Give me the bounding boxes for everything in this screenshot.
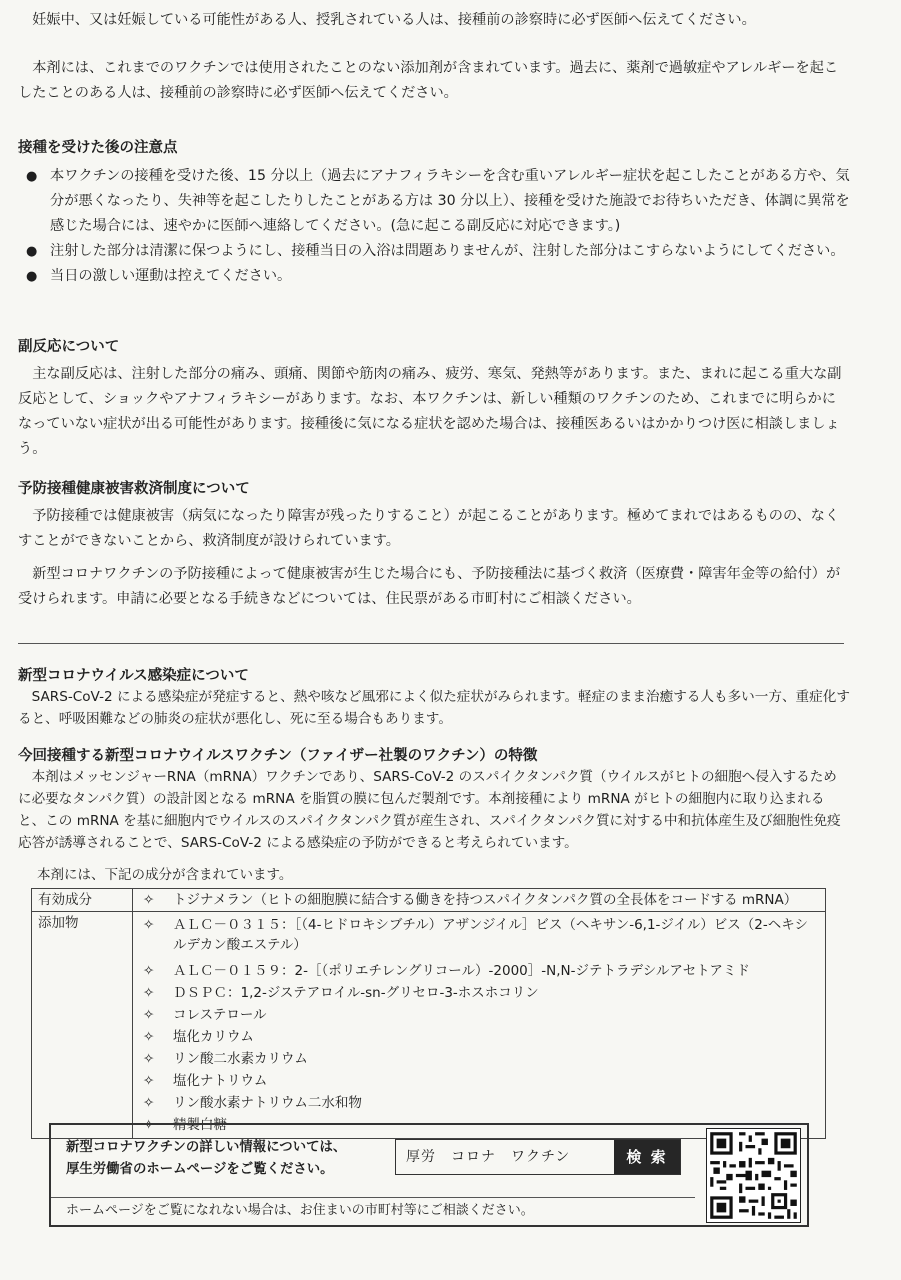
relief-text-2: 新型コロナワクチンの予防接種によって健康被害が生じた場合にも、予防接種法に基づく救済（医療費・障害年金等の給付）が受けられます。申請に必要となる手続きなどについては、住民票がある市町村にご相談ください。	[18, 566, 841, 607]
side-effects-heading: 副反応について	[18, 339, 120, 355]
diamond-icon: ✧	[143, 1073, 155, 1089]
additive-cell	[133, 912, 826, 1139]
list-item: ● 本ワクチンの接種を受けた後、15 分以上（過去にアナフィラキシーを含む重いアレルギー症状を起こしたことがある方や、気分が悪くなったり、失神等を起こしたりしたことがある方は 30 分以上）、接種を受けた施設でお待ちいただき、体調に異常を感じた場合には、速やかに医師へ連絡してください。(急に起こる副反応に対応できます。)	[18, 164, 850, 239]
active-cell: ✧ トジナメラン（ヒトの細胞膜に結合する働きを持つスパイクタンパク質の全長体をコードする mRNA）	[133, 889, 826, 912]
info-box	[49, 1123, 809, 1227]
additive-item: ＡＬＣ－０１５９：2-［（ポリエチレングリコール）-2000］-N,N-ジテトラデシルアセトアミド	[173, 963, 750, 979]
divider	[18, 643, 844, 644]
after-list	[18, 164, 850, 289]
relief-text-1: 予防接種では健康被害（病気になったり障害が残ったりすること）が起こることがあります。極めてまれではあるものの、なくすことができないことから、救済制度が設けられています。	[18, 508, 840, 549]
intro-pregnancy: 妊娠中、又は妊娠している可能性がある人、授乳されている人は、接種前の診察時に必ず医師へ伝えてください。	[32, 12, 756, 28]
vaccine-text: 本剤はメッセンジャーRNA（mRNA）ワクチンであり、SARS-CoV-2 のスパイクタンパク質（ウイルスがヒトの細胞へ侵入するために必要なタンパク質）の設計図となる mRNA を脂質の膜に包んだ製剤です。本剤接種により mRNA がヒトの細胞内に取り込まれると、この mRNA を基に細胞内でウイルスのスパイクタンパク質が産生され、スパイクタンパク質に対する中和抗体産生及び細胞性免疫応答が誘導されることで、SARS-CoV-2 による感染症の予防ができると考えられています。	[18, 769, 841, 851]
search-box[interactable]	[395, 1139, 681, 1175]
diamond-icon: ✧	[143, 892, 155, 908]
bullet-icon: ●	[26, 169, 38, 184]
additive-item: リン酸水素ナトリウム二水和物	[173, 1095, 362, 1111]
virus-heading: 新型コロナウイルス感染症について	[18, 668, 249, 684]
additive-item: 塩化ナトリウム	[173, 1073, 268, 1089]
side-effects-text: 主な副反応は、注射した部分の痛み、頭痛、関節や筋肉の痛み、疲労、寒気、発熱等があります。また、まれに起こる重大な副反応として、ショックやアナフィラキシーがあります。なお、本ワクチンは、新しい種類のワクチンのため、これまでに明らかになっていない症状が出る可能性があります。接種後に気になる症状を認めた場合は、接種医あるいはかかりつけ医に相談しましょう。	[18, 366, 842, 457]
info-divider	[51, 1197, 695, 1198]
list-item: ● 注射した部分は清潔に保つようにし、接種当日の入浴は問題ありませんが、注射した部分はこすらないようにしてください。	[18, 239, 850, 264]
active-label: 有効成分	[32, 889, 133, 912]
additive-item: 精製白糖	[173, 1117, 227, 1133]
list-item: ● 当日の激しい運動は控えてください。	[18, 264, 850, 289]
ingredients-intro: 本剤には、下記の成分が含まれています。	[37, 867, 293, 883]
additive-item: 塩化カリウム	[173, 1029, 254, 1045]
table-row	[32, 889, 826, 912]
additive-item: コレステロール	[173, 1007, 267, 1023]
virus-text: SARS-CoV-2 による感染症が発症すると、熱や咳など風邪によく似た症状がみられます。軽症のまま治癒する人も多い一方、重症化すると、呼吸困難などの肺炎の症状が悪化し、死に至る場合もあります。	[18, 689, 850, 727]
bullet-icon: ●	[26, 269, 38, 284]
search-query[interactable]: 厚労 コロナ ワクチン	[406, 1149, 571, 1165]
search-button[interactable]: 検 索	[614, 1140, 680, 1174]
relief-heading: 予防接種健康被害救済制度について	[18, 481, 250, 497]
info-fallback-text: ホームページをご覧になれない場合は、お住まいの市町村等にご相談ください。	[66, 1203, 534, 1218]
diamond-icon: ✧	[143, 917, 155, 933]
additive-item: ＤＳＰＣ：1,2-ジステアロイル-sn-グリセロ-3-ホスホコリン	[173, 985, 539, 1001]
diamond-icon: ✧	[143, 1117, 155, 1133]
additive-item: ＡＬＣ－０３１５：［（4-ヒドロキシブチル）アザンジイル］ビス（ヘキサン-6,1-ジイル）ビス（2-ヘキシルデカン酸エステル）	[173, 917, 809, 953]
after-heading: 接種を受けた後の注意点	[18, 140, 178, 156]
diamond-icon: ✧	[143, 985, 155, 1001]
intro-additive: 本剤には、これまでのワクチンでは使用されたことのない添加剤が含まれています。過去に、薬剤で過敏症やアレルギーを起こしたことのある人は、接種前の診察時に必ず医師へ伝えてください。	[18, 60, 839, 101]
ingredients-table	[31, 888, 826, 1139]
qr-code-icon[interactable]	[706, 1128, 801, 1223]
additive-label: 添加物	[32, 912, 133, 1139]
diamond-icon: ✧	[143, 963, 155, 979]
info-text: 新型コロナワクチンの詳しい情報については、 厚生労働省のホームページをご覧ください。	[66, 1140, 347, 1177]
diamond-icon: ✧	[143, 1007, 155, 1023]
diamond-icon: ✧	[143, 1029, 155, 1045]
bullet-icon: ●	[26, 244, 38, 259]
additive-item: リン酸二水素カリウム	[173, 1051, 308, 1067]
diamond-icon: ✧	[143, 1051, 155, 1067]
vaccine-heading: 今回接種する新型コロナウイルスワクチン（ファイザー社製のワクチン）の特徴	[18, 748, 538, 764]
table-row	[32, 912, 826, 1139]
diamond-icon: ✧	[143, 1095, 155, 1111]
